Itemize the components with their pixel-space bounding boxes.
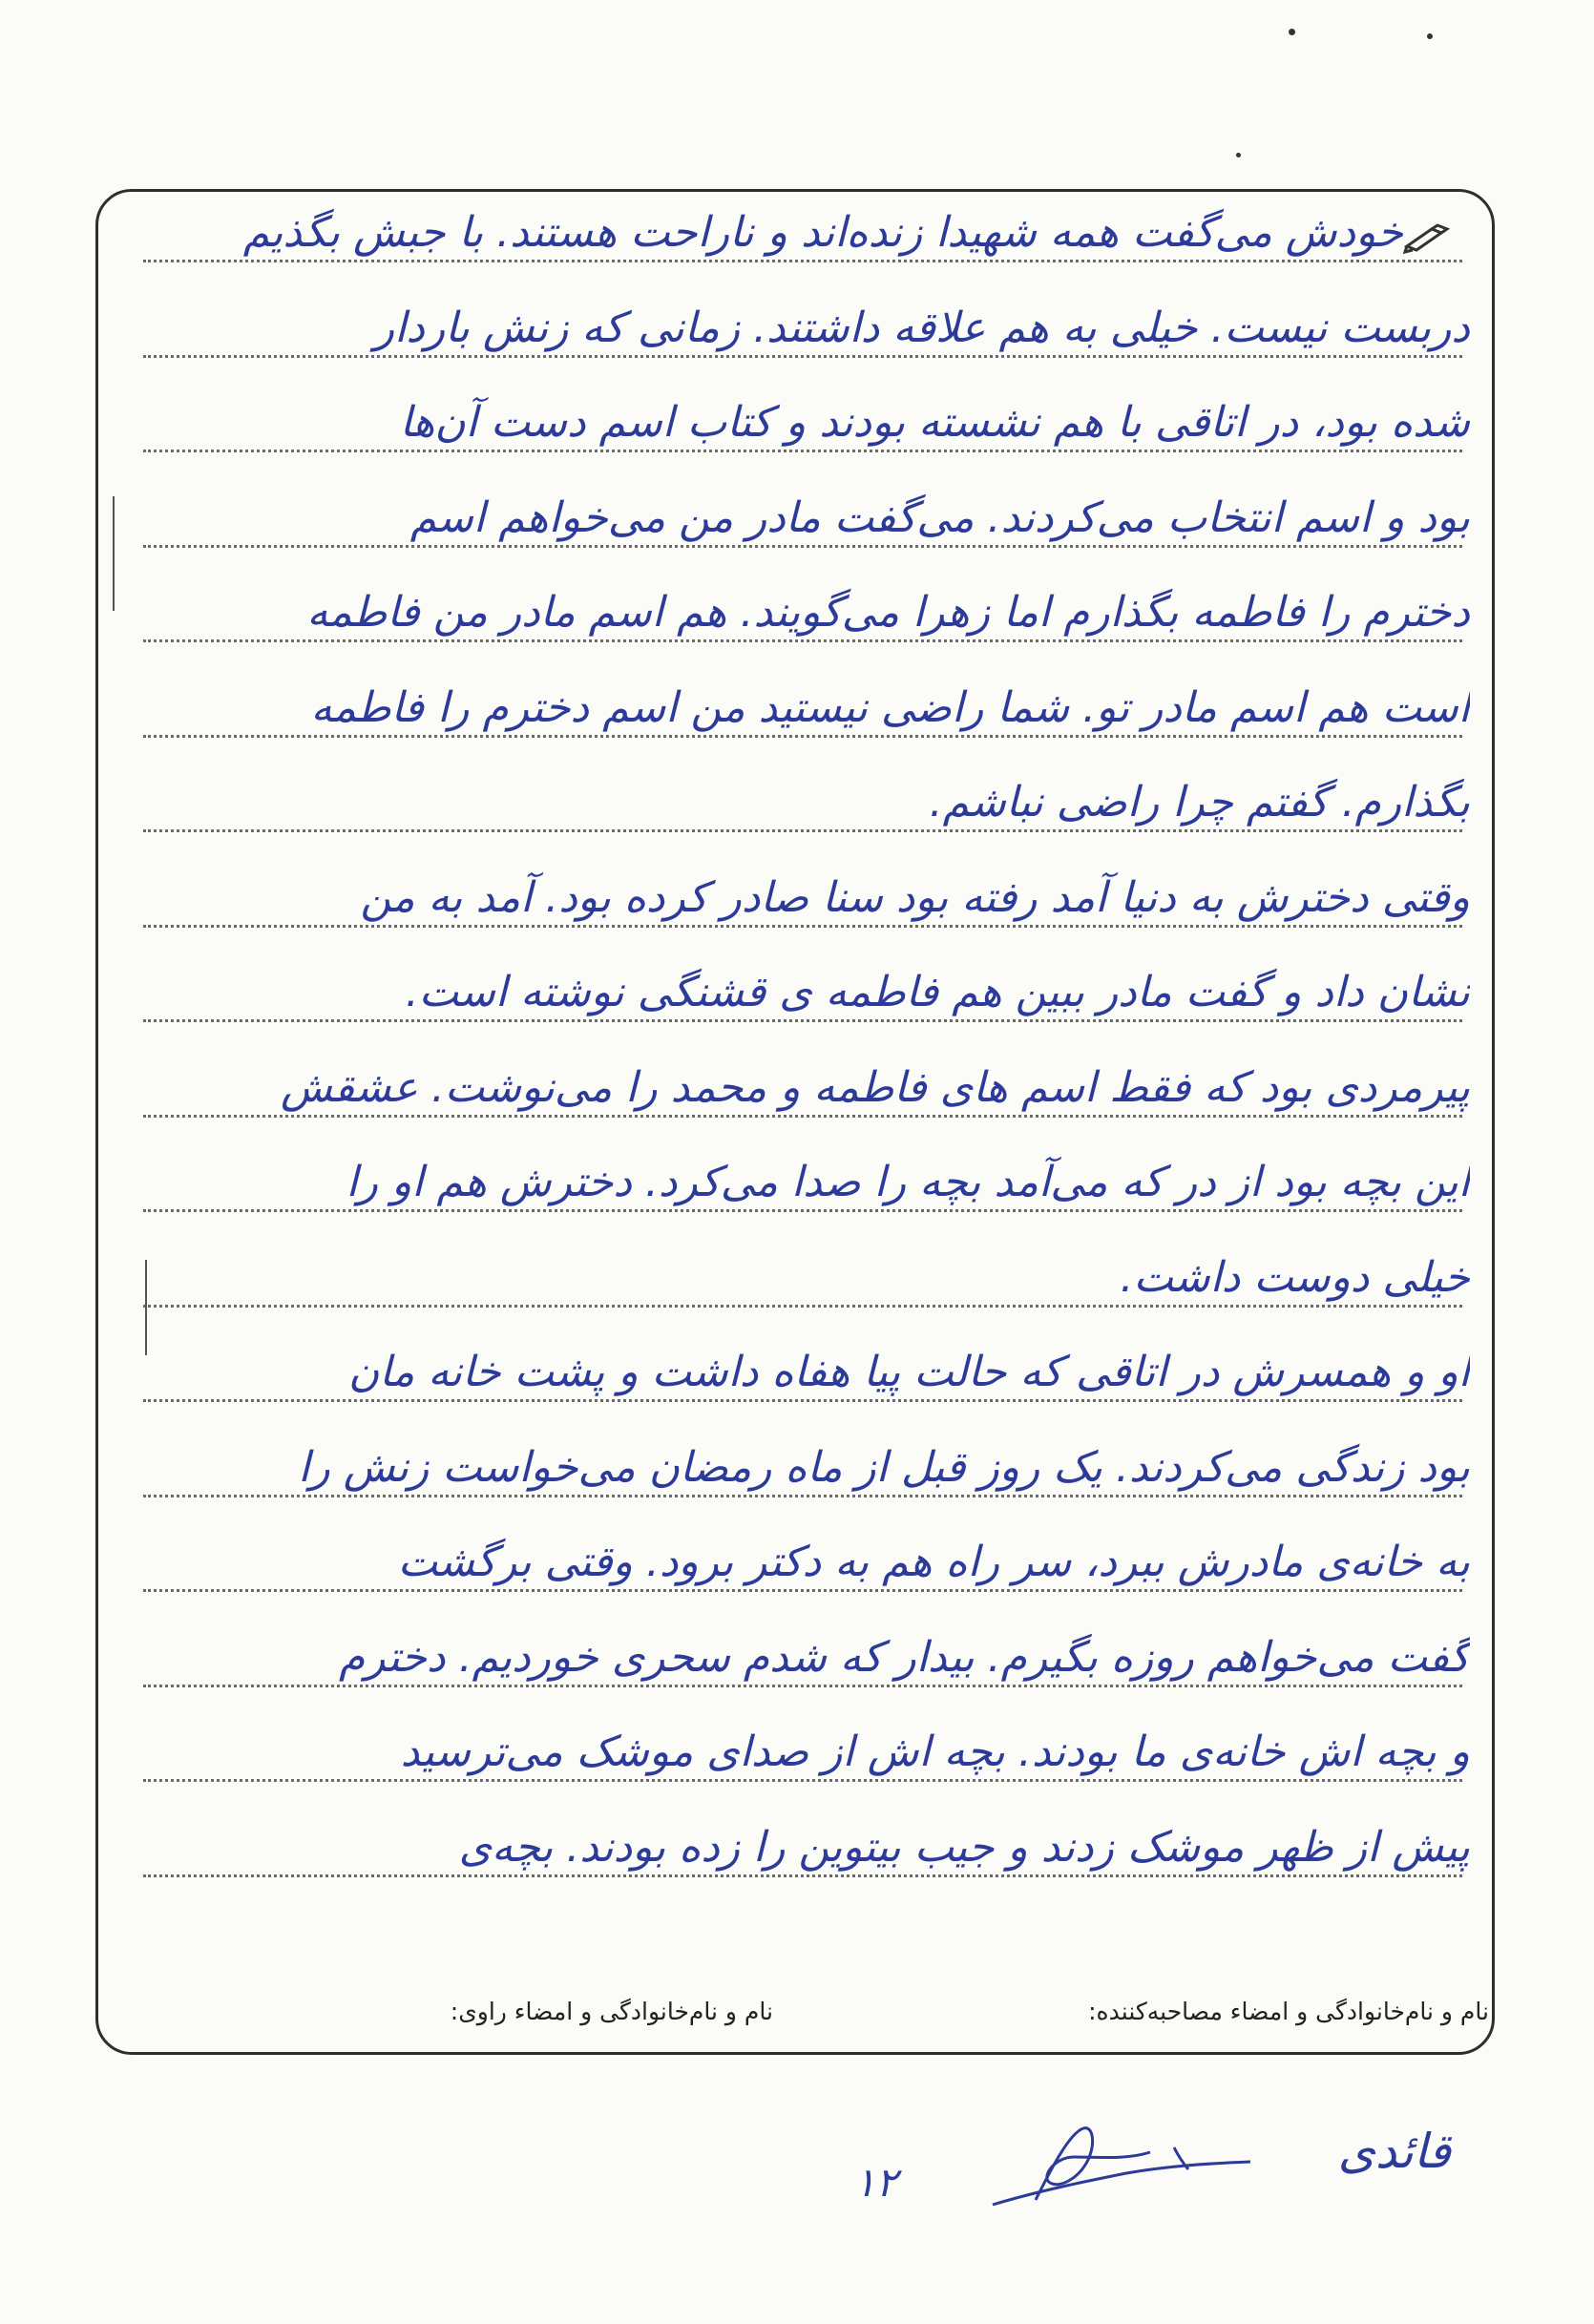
narrator-signature-label: نام و نام‌خانوادگی و امضاء راوی:	[450, 1998, 773, 2025]
handwritten-line: او و همسرش در اتاقی که حالت پیا هفاه داشت و پشت خانه مان	[347, 1348, 1470, 1396]
signature-image	[983, 2114, 1260, 2219]
handwritten-line: این بچه بود از در که می‌آمد بچه را صدا می‌کرد. دخترش هم او را	[346, 1158, 1470, 1206]
page-number: ۱۲	[854, 2159, 898, 2206]
handwritten-line: نشان داد و گفت مادر ببین هم فاطمه ی قشنگی نوشته است.	[405, 968, 1470, 1016]
handwritten-line: به خانه‌ی مادرش ببرد، سر راه هم به دکتر برود. وقتی برگشت	[397, 1538, 1470, 1586]
handwritten-line: گفت می‌خواهم روزه بگیرم. بیدار که شدم سحری خوردیم. دخترم	[339, 1633, 1470, 1682]
handwritten-line: بگذارم. گفتم چرا راضی نباشم.	[929, 778, 1470, 827]
margin-mark	[145, 1260, 147, 1355]
handwritten-line: بود زندگی می‌کردند. یک روز قبل از ماه رمضان می‌خواست زنش را	[298, 1443, 1470, 1492]
ink-speck	[1236, 153, 1241, 157]
handwritten-line: پیرمردی بود که فقط اسم های فاطمه و محمد را می‌نوشت. عشقش	[281, 1063, 1470, 1112]
handwritten-line: دخترم را فاطمه بگذارم اما زهرا می‌گویند. هم اسم مادر من فاطمه	[306, 588, 1470, 637]
handwritten-line: و بچه اش خانه‌ی ما بودند. بچه اش از صدای موشک می‌ترسید	[400, 1727, 1470, 1776]
pen-icon	[1403, 221, 1451, 254]
handwritten-line: پیش از ظهر موشک زدند و جیب بیتوین را زده بودند. بچه‌ی	[458, 1823, 1470, 1872]
margin-mark	[113, 496, 115, 611]
ink-speck	[1289, 29, 1295, 35]
handwritten-line: خیلی دوست داشت.	[1120, 1253, 1470, 1302]
handwritten-line: وقتی دخترش به دنیا آمد رفته بود سنا صادر کرده بود. آمد به من	[360, 873, 1470, 922]
handwritten-line: شده بود، در اتاقی با هم نشسته بودند و کتاب اسم دست آن‌ها	[399, 398, 1470, 447]
handwritten-line: دربست نیست. خیلی به هم علاقه داشتند. زمانی که زنش باردار	[373, 304, 1470, 352]
handwritten-line: بود و اسم انتخاب می‌کردند. می‌گفت مادر من می‌خواهم اسم	[409, 493, 1470, 542]
narrator-name: قائدی	[1337, 2124, 1451, 2179]
handwritten-line: است هم اسم مادر تو. شما راضی نیستید من اسم دخترم را فاطمه	[310, 683, 1470, 732]
interviewer-signature-label: نام و نام‌خانوادگی و امضاء مصاحبه‌کننده:	[1088, 1998, 1489, 2025]
handwritten-line: خودش می‌گفت همه شهیدا زنده‌اند و ناراحت هستند. با جبش بگذیم	[242, 208, 1403, 257]
ink-speck	[1427, 33, 1433, 39]
